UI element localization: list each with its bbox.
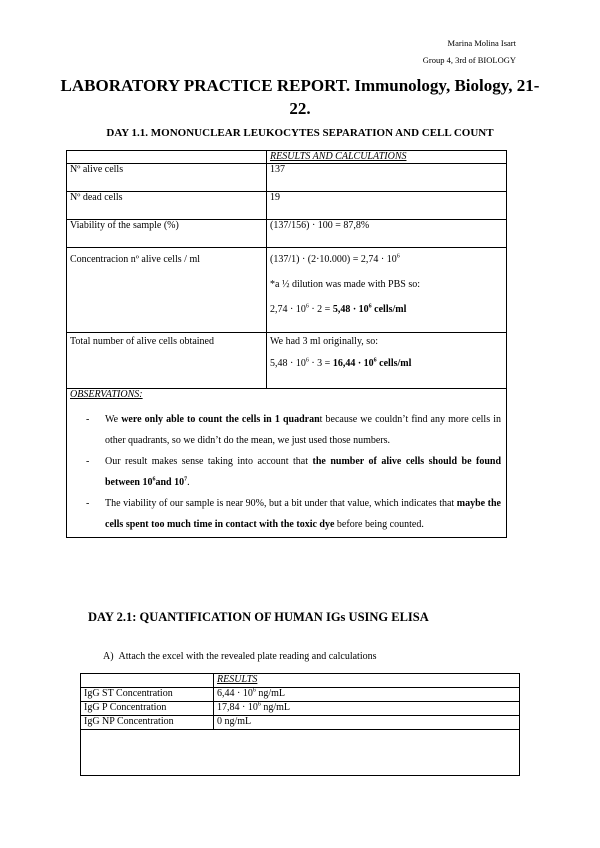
conc-formula: (137/1) · (2·10.000) = 2,74 · 10 bbox=[270, 254, 397, 265]
concentration-label: Concentracion nº alive cells / ml bbox=[67, 248, 267, 333]
empty-header-cell bbox=[67, 151, 267, 164]
table-row bbox=[67, 192, 507, 220]
igg-p-unit: ng/mL bbox=[260, 702, 291, 713]
observations-row bbox=[67, 389, 507, 538]
table-row bbox=[67, 333, 507, 389]
conc-calc-exponent: 6 bbox=[305, 303, 309, 310]
total-result: 16,44 · 10 bbox=[332, 358, 374, 369]
observations-list bbox=[70, 409, 503, 535]
total-line-1: We had 3 ml originally, so: bbox=[270, 336, 378, 347]
conc-line-1 bbox=[270, 254, 503, 265]
obs3-text-c: before being counted. bbox=[334, 519, 424, 530]
report-title: LABORATORY PRACTICE REPORT. Immunology, Biology, 21-22. bbox=[60, 76, 540, 118]
table-header-row bbox=[81, 674, 520, 688]
igg-np-label: IgG NP Concentration bbox=[81, 716, 214, 730]
total-label: Total number of alive cells obtained bbox=[67, 333, 267, 389]
table-row bbox=[67, 248, 507, 333]
obs2-text-a: Our result makes sense taking into account that bbox=[105, 456, 313, 467]
conc-result-exponent: 6 bbox=[368, 303, 372, 310]
conc-result: 5,48 · 10 bbox=[332, 304, 369, 315]
total-calc-mult: · 3 = bbox=[308, 358, 333, 369]
obs2-exp-7: 7 bbox=[184, 476, 188, 483]
observations-title: OBSERVATIONS: bbox=[70, 389, 143, 400]
results-header: RESULTS AND CALCULATIONS bbox=[267, 151, 507, 164]
conc-calc-mult: · 2 = bbox=[308, 304, 333, 315]
elisa-results-table bbox=[80, 673, 520, 776]
attach-instruction: A) Attach the excel with the revealed plate reading and calculations bbox=[103, 651, 377, 662]
obs1-text-a: We bbox=[105, 414, 122, 425]
obs2-bold-and: and 10 bbox=[155, 477, 185, 488]
total-calc: 5,48 · 10 bbox=[270, 358, 306, 369]
igg-st-number: 6,44 · 10 bbox=[217, 688, 253, 699]
obs3-text-a: The viability of our sample is near 90%, but a bit under that value, which indicates that bbox=[105, 498, 457, 509]
day1-heading: DAY 1.1. MONONUCLEAR LEUKOCYTES SEPARATION AND CELL COUNT bbox=[106, 127, 494, 139]
table-row bbox=[81, 716, 520, 730]
table-row bbox=[81, 730, 520, 776]
igg-st-label: IgG ST Concentration bbox=[81, 688, 214, 702]
conc-line-2: *a ½ dilution was made with PBS so: bbox=[270, 279, 420, 290]
obs1-bold: were only able to count the cells in 1 quadran bbox=[121, 414, 320, 425]
observations-cell bbox=[67, 389, 507, 538]
alive-cells-label: Nº alive cells bbox=[67, 164, 267, 192]
igg-p-value bbox=[214, 702, 520, 716]
igg-st-exponent: 6 bbox=[252, 687, 256, 694]
table-row bbox=[81, 702, 520, 716]
total-value bbox=[267, 333, 507, 389]
obs2-exp-6: 6 bbox=[152, 476, 156, 483]
cell-count-table bbox=[66, 150, 507, 538]
igg-st-unit: ng/mL bbox=[255, 688, 286, 699]
igg-st-value bbox=[214, 688, 520, 702]
list-item bbox=[70, 409, 503, 451]
obs1-text-c: t because we couldn’t find any more cells in other quadrants, so we didn’t do the mean, we just used those numbers. bbox=[105, 414, 501, 446]
conc-line-3 bbox=[270, 304, 503, 315]
table-header-row bbox=[67, 151, 507, 164]
obs2-bold: the number of alive cells should be found between 10 bbox=[105, 456, 502, 488]
table-row bbox=[81, 688, 520, 702]
total-result-unit: cells/ml bbox=[376, 358, 412, 369]
empty-row bbox=[81, 730, 520, 776]
author-name: Marina Molina Isart bbox=[447, 38, 516, 48]
viability-value: (137/156) · 100 = 87,8% bbox=[267, 220, 507, 248]
concentration-value bbox=[267, 248, 507, 333]
dead-cells-value: 19 bbox=[267, 192, 507, 220]
igg-p-exponent: 6 bbox=[257, 701, 261, 708]
group-info: Group 4, 3rd of BIOLOGY bbox=[422, 55, 516, 65]
igg-p-label: IgG P Concentration bbox=[81, 702, 214, 716]
conc-exponent: 6 bbox=[396, 253, 400, 260]
viability-label: Viability of the sample (%) bbox=[67, 220, 267, 248]
total-result-exponent: 6 bbox=[373, 357, 377, 364]
igg-p-number: 17,84 · 10 bbox=[217, 702, 258, 713]
dead-cells-label: Nº dead cells bbox=[67, 192, 267, 220]
list-item bbox=[70, 451, 503, 493]
obs2-period: . bbox=[187, 477, 190, 488]
empty-header-cell bbox=[81, 674, 214, 688]
igg-np-value: 0 ng/mL bbox=[214, 716, 520, 730]
total-calc-exponent: 6 bbox=[305, 357, 309, 364]
total-line-2 bbox=[270, 358, 503, 369]
obs3-bold: maybe the cells spent too much time in contact with the toxic dye bbox=[105, 498, 501, 530]
day2-heading: DAY 2.1: QUANTIFICATION OF HUMAN IGs USING ELISA bbox=[88, 610, 429, 624]
table-row bbox=[67, 164, 507, 192]
conc-result-unit: cells/ml bbox=[371, 304, 407, 315]
conc-calc: 2,74 · 10 bbox=[270, 304, 306, 315]
list-item bbox=[70, 493, 503, 535]
alive-cells-value: 137 bbox=[267, 164, 507, 192]
results-header: RESULTS bbox=[214, 674, 520, 688]
table-row bbox=[67, 220, 507, 248]
